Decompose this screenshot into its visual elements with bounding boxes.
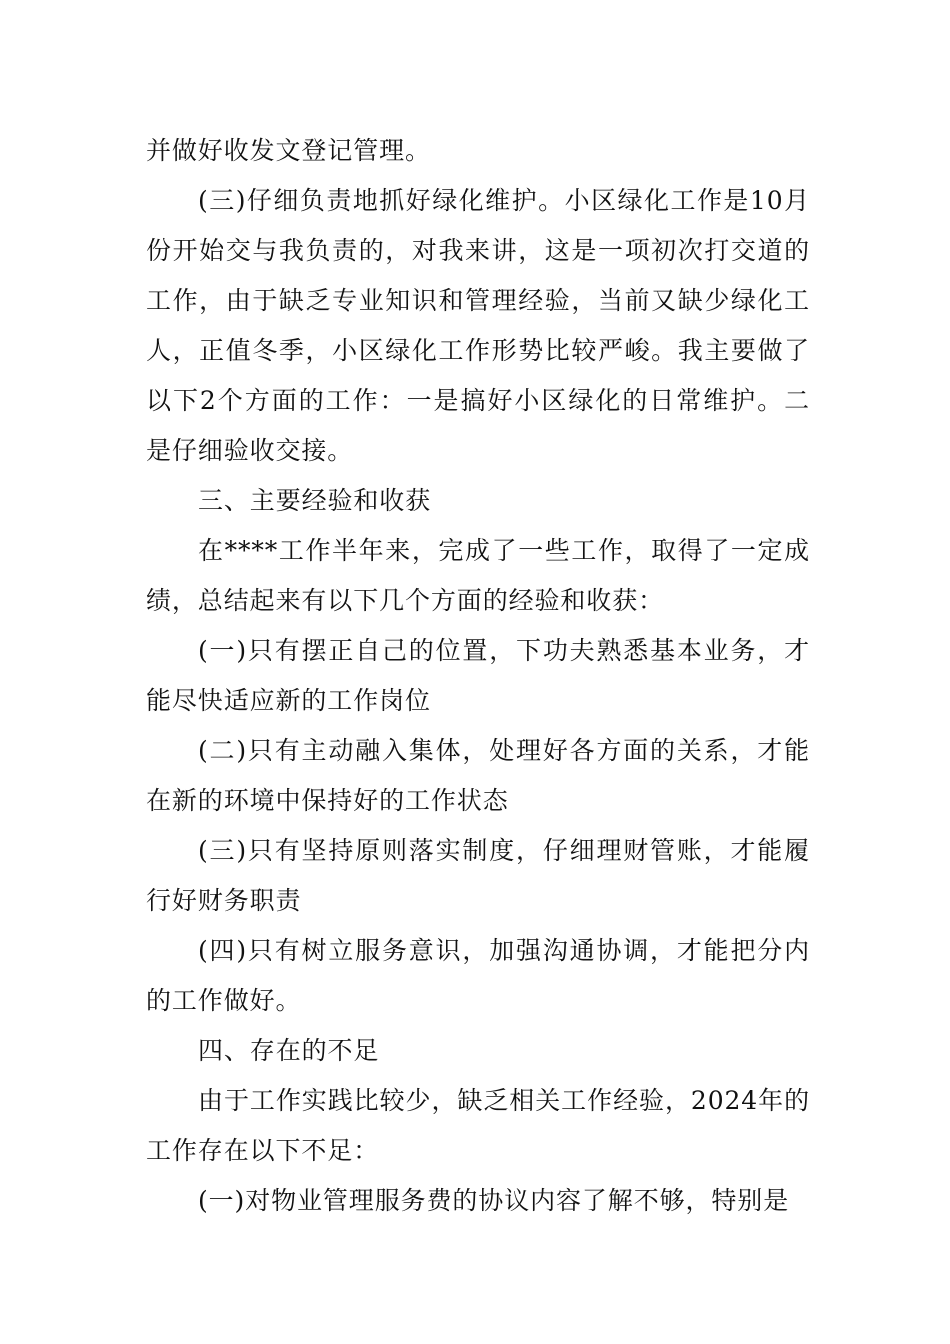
paragraph-10: 由于工作实践比较少，缺乏相关工作经验，2024年的工作存在以下不足： — [146, 1086, 810, 1165]
paragraph-6: (二)只有主动融入集体，处理好各方面的关系，才能在新的环境中保持好的工作状态 — [146, 736, 810, 815]
paragraph-11: (一)对物业管理服务费的协议内容了解不够，特别是 — [198, 1186, 790, 1215]
document-body — [146, 126, 810, 1226]
paragraph-7: (三)只有坚持原则落实制度，仔细理财管账，才能履行好财务职责 — [146, 836, 810, 915]
paragraph-5: (一)只有摆正自己的位置，下功夫熟悉基本业务，才能尽快适应新的工作岗位 — [146, 636, 810, 715]
paragraph-1: 并做好收发文登记管理。 — [146, 136, 431, 165]
section-heading-4: 四、存在的不足 — [198, 1036, 380, 1065]
paragraph-8: (四)只有树立服务意识，加强沟通协调，才能把分内的工作做好。 — [146, 936, 810, 1015]
paragraph-4: 在****工作半年来，完成了一些工作，取得了一定成绩，总结起来有以下几个方面的经验和收获： — [146, 536, 810, 615]
section-heading-3: 三、主要经验和收获 — [198, 486, 432, 515]
paragraph-2: (三)仔细负责地抓好绿化维护。小区绿化工作是10月份开始交与我负责的，对我来讲，这是一项初次打交道的工作，由于缺乏专业知识和管理经验，当前又缺少绿化工人，正值冬季，小区绿化工作形势比较严峻。我主要做了以下2个方面的工作：一是搞好小区绿化的日常维护。二是仔细验收交接。 — [146, 186, 810, 465]
